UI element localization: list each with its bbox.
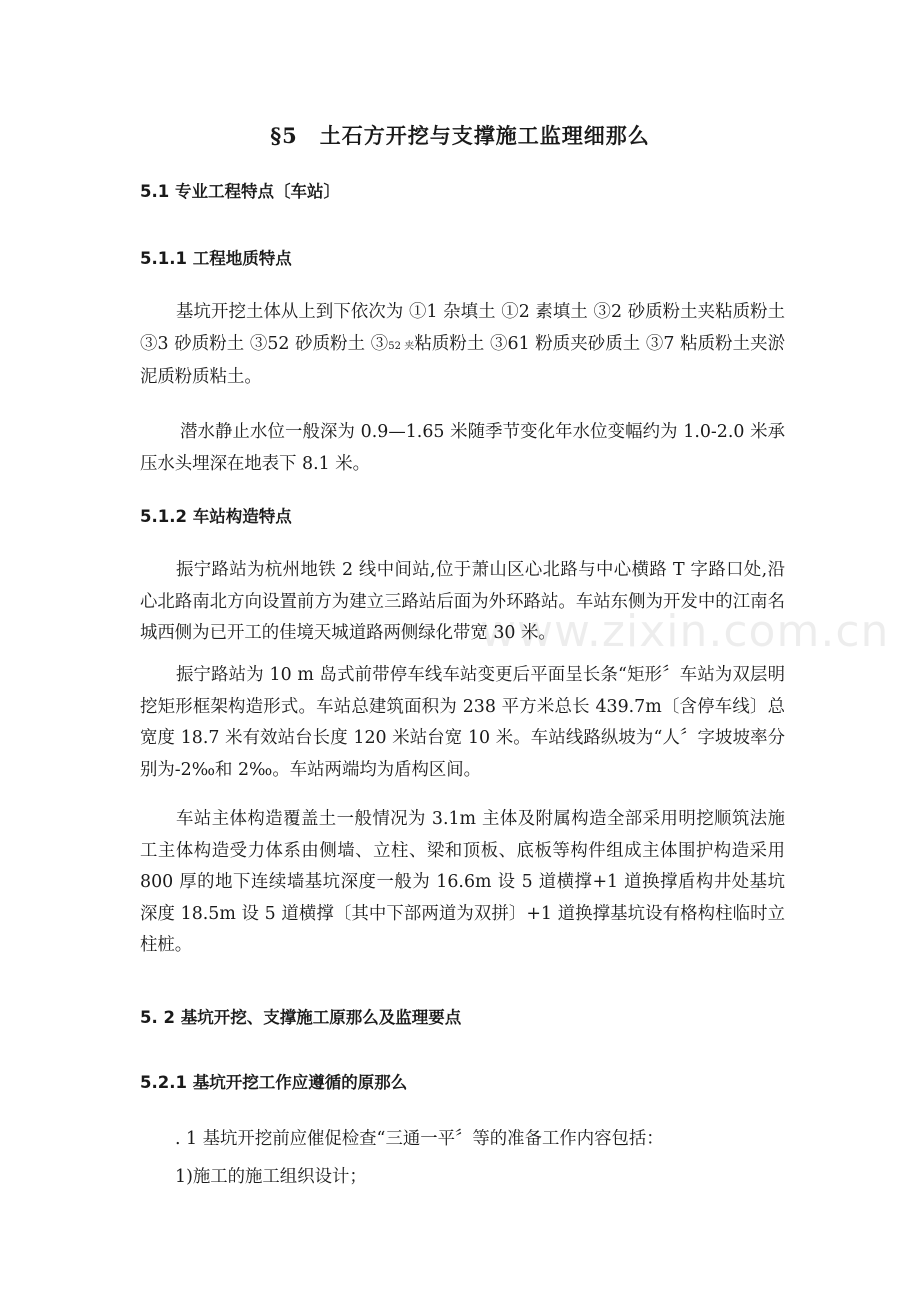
paragraph-water-level: 潜水静止水位一般深为 0.9—1.65 米随季节变化年水位变幅约为 1.0-2.0 米承压水头埋深在地表下 8.1 米。 <box>140 422 785 474</box>
paragraph-station-location: 振宁路站为杭州地铁 2 线中间站,位于萧山区心北路与中心横路 T 字路口处,沿心北路南北方向设置前方为建立三路站后面为外环路站。车站东侧为开发中的江南名城西侧为已开工的佳境天城道路两侧绿化带宽 30 米。 <box>140 560 785 643</box>
paragraph-main-structure: 车站主体构造覆盖土一般情况为 3.1m 主体及附属构造全部采用明挖顺筑法施工主体构造受力体系由侧墙、立柱、梁和顶板、底板等构件组成主体围护构造采用 800 厚的地下连续墙基坑深度一般为 16.6m 设 5 道横撑+1 道换撑盾构井处基坑深度 18.5m 设 5 道横撑〔其中下部两道为双拼〕+1 道换撑基坑设有格构柱临时立柱桩。 <box>140 809 785 955</box>
geology-subscript: 52 夹 <box>388 340 415 352</box>
paragraph-station-structure: 振宁路站为 10 m 岛式前带停车线车站变更后平面呈长条“矩形〞车站为双层明挖矩形框架构造形式。车站总建筑面积为 238 平方米总长 439.7m〔含停车线〕总宽度 18.7 米有效站台长度 120 米站台宽 10 米。车站线路纵坡为“人〞字坡坡率分别为-2‰和 2‰。车站两端均为盾构区间。 <box>140 665 785 780</box>
geology-text-a: 基坑开挖土体从上到下依次为 ①1 杂填土 ①2 素填土 ③2 砂质粉土夹粘质粉土 ③3 砂质粉土 ③52 砂质粉土 ③ <box>140 302 785 354</box>
section-heading-5-2: 5. 2 基坑开挖、支撑施工原那么及监理要点 <box>140 1008 462 1027</box>
list-item-2: 1)施工的施工组织设计； <box>175 1167 367 1187</box>
section-heading-5-1-2: 5.1.2 车站构造特点 <box>140 507 292 526</box>
paragraph-geology <box>140 297 785 394</box>
list-item-1: . 1 基坑开挖前应催促检查“三通一平〞等的准备工作内容包括： <box>175 1129 664 1149</box>
section-heading-5-1: 5.1 专业工程特点〔车站〕 <box>140 182 340 201</box>
page-title: §5 土石方开挖与支撑施工监理细那么 <box>270 123 650 148</box>
section-heading-5-1-1: 5.1.1 工程地质特点 <box>140 249 292 268</box>
watermark: www.zixin.com.cn <box>480 606 890 657</box>
section-heading-5-2-1: 5.2.1 基坑开挖工作应遵循的原那么 <box>140 1073 408 1092</box>
geology-text-b: 粘质粉土 ③61 粉质夹砂质土 ③7 粘质粉土夹淤泥质粉质粘土。 <box>140 333 786 387</box>
